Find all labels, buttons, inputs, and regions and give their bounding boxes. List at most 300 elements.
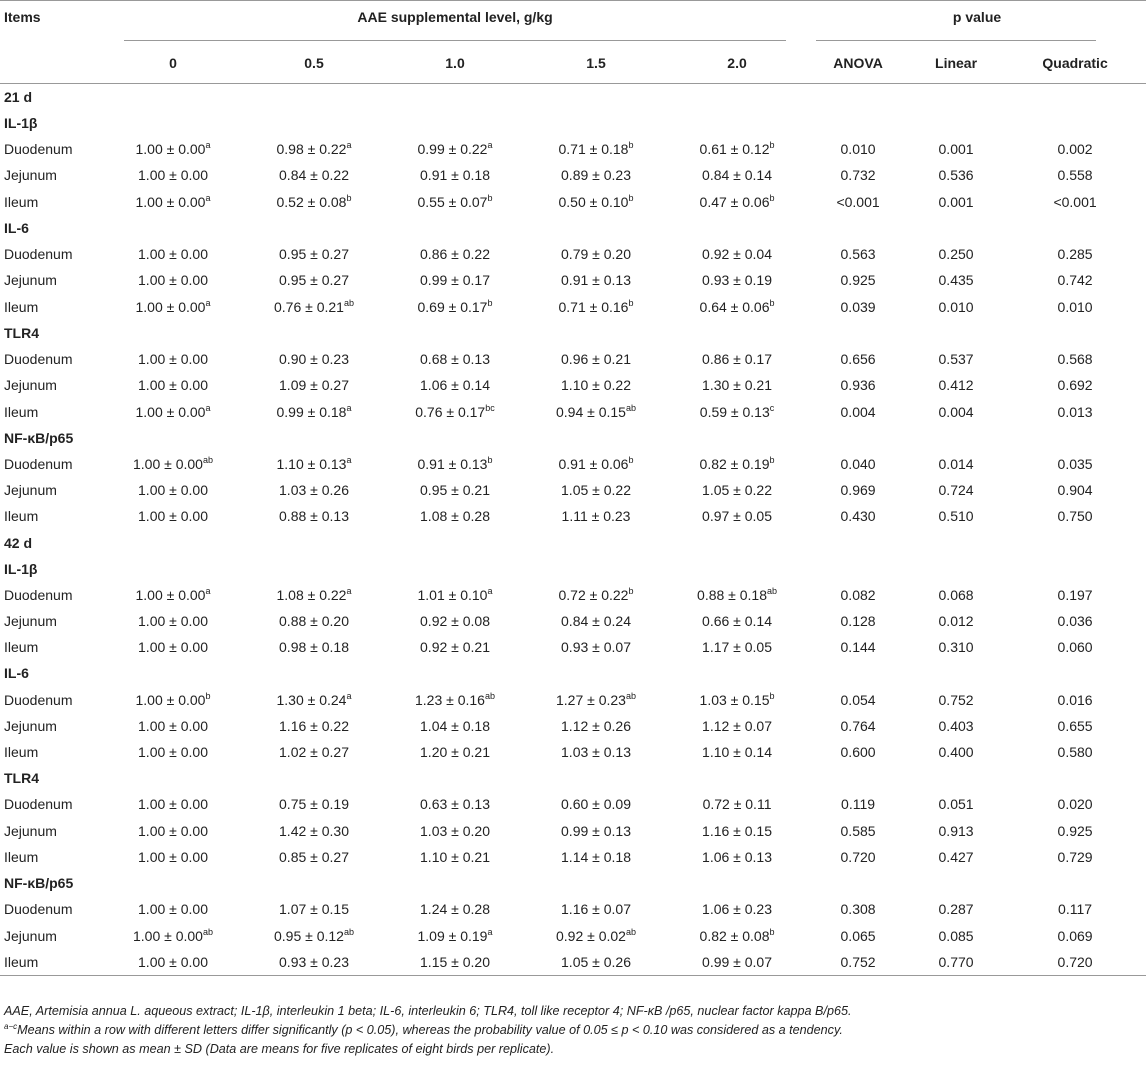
mean-sd: 1.17 ± 0.05	[702, 639, 772, 656]
significance-letter: b	[769, 192, 775, 203]
p-value-cell: 0.310	[938, 639, 974, 656]
mean-sd: 1.06 ± 0.23	[702, 901, 772, 918]
p-value-cell: 0.012	[938, 613, 974, 629]
column-header-row	[0, 43, 1146, 84]
tissue-label: Duodenum	[4, 901, 73, 918]
mean-sd: 1.08 ± 0.28	[420, 508, 490, 525]
significance-letter: a	[487, 585, 493, 596]
significance-letter: b	[769, 690, 775, 701]
p-value-cell: 0.752	[808, 949, 908, 976]
mean-sd: 1.00 ± 0.00	[138, 849, 208, 866]
group-label: IL-6	[4, 665, 29, 682]
linear-header: Linear	[908, 43, 1004, 84]
value-cell	[666, 713, 808, 739]
mean-sd: 1.00 ± 0.00	[138, 901, 208, 918]
mean-sd: 1.11 ± 0.23	[561, 508, 631, 525]
table-row	[0, 267, 1146, 293]
significance-letter: ab	[625, 402, 636, 413]
mean-sd: 1.03 ± 0.26	[279, 482, 349, 499]
p-value-cell: 0.016	[1057, 691, 1093, 708]
value-cell	[666, 241, 808, 267]
mean-sd: 0.93 ± 0.19	[702, 272, 772, 289]
value-cell	[384, 267, 526, 293]
p-value-cell: 0.051	[938, 796, 974, 813]
value-cell	[102, 608, 244, 634]
mean-sd: 1.15 ± 0.20	[420, 953, 490, 970]
value-cell	[102, 844, 244, 870]
value-cell	[384, 713, 526, 739]
p-value-cell: 0.568	[1057, 350, 1093, 367]
value-cell	[666, 949, 808, 976]
value-cell	[102, 267, 244, 293]
p-value-cell: 0.580	[1057, 744, 1093, 761]
value-cell	[666, 346, 808, 372]
items-header: Items	[0, 1, 102, 44]
significance-letter: b	[628, 192, 634, 203]
group-row	[0, 320, 1146, 346]
table-row	[0, 686, 1146, 712]
value-cell	[102, 372, 244, 398]
tissue-label: Jejunum	[4, 482, 57, 499]
p-value-cell: 0.040	[840, 455, 876, 472]
table-row	[0, 477, 1146, 503]
value-cell	[384, 451, 526, 477]
p-value-cell: 0.720	[1004, 949, 1146, 976]
p-value-cell: 0.010	[938, 298, 974, 315]
footnote-superscript: a−c	[4, 1022, 18, 1031]
value-cell	[666, 451, 808, 477]
value-cell	[384, 818, 526, 844]
value-cell	[666, 634, 808, 660]
value-cell	[526, 818, 666, 844]
table-row	[0, 136, 1146, 162]
p-value-cell: 0.750	[1057, 508, 1093, 525]
mean-sd: 1.01 ± 0.10	[417, 586, 488, 603]
mean-sd: 0.92 ± 0.21	[420, 639, 490, 656]
anova-header: ANOVA	[808, 43, 908, 84]
p-value-cell: 0.435	[938, 272, 974, 289]
value-cell	[384, 634, 526, 660]
p-value-cell: 0.400	[938, 744, 974, 761]
value-cell	[384, 372, 526, 398]
mean-sd: 0.88 ± 0.20	[279, 613, 349, 629]
level-1.5-header: 1.5	[526, 43, 666, 84]
p-value-cell: 0.770	[908, 949, 1004, 976]
mean-sd: 0.66 ± 0.14	[702, 613, 772, 629]
value-cell	[666, 896, 808, 922]
p-value-cell: 0.536	[938, 167, 974, 184]
level-2.0-header: 2.0	[666, 43, 808, 84]
mean-sd: 1.00 ± 0.00	[138, 482, 208, 499]
significance-letter: a	[346, 140, 352, 151]
table-row	[0, 818, 1146, 844]
p-value-cell: 0.001	[938, 193, 974, 210]
value-cell	[102, 451, 244, 477]
group-label: 42 d	[4, 534, 33, 551]
significance-letter: b	[628, 585, 634, 596]
p-value-cell: 0.287	[938, 901, 974, 918]
group-label: TLR4	[4, 324, 39, 341]
tissue-label: Duodenum	[4, 350, 73, 367]
p-value-cell: 0.308	[840, 901, 876, 918]
mean-sd: 1.27 ± 0.23	[556, 691, 626, 708]
p-value-cell: 0.039	[840, 298, 876, 315]
group-label: IL-1β	[4, 560, 38, 577]
value-cell	[102, 398, 244, 424]
value-cell	[244, 189, 384, 215]
group-label: NF-κB/p65	[4, 875, 74, 892]
value-cell	[666, 818, 808, 844]
p-value-cell: 0.403	[938, 717, 974, 734]
p-value-cell: 0.085	[938, 927, 974, 944]
mean-sd: 1.16 ± 0.15	[702, 822, 772, 839]
mean-sd: 1.00 ± 0.00	[133, 455, 203, 472]
tissue-label: Jejunum	[4, 272, 57, 289]
table-row	[0, 241, 1146, 267]
tissue-label: Ileum	[4, 849, 39, 866]
value-cell	[384, 844, 526, 870]
mean-sd: 1.10 ± 0.22	[561, 377, 631, 394]
mean-sd: 0.76 ± 0.17	[415, 403, 486, 420]
significance-letter: b	[346, 192, 352, 203]
value-cell	[384, 241, 526, 267]
tissue-label: Ileum	[4, 298, 39, 315]
significance-letter: a	[205, 192, 211, 203]
group-label: IL-1β	[4, 115, 38, 131]
p-value-cell: 0.430	[840, 508, 876, 525]
p-value-cell: 0.004	[840, 403, 876, 420]
mean-sd: 0.96 ± 0.21	[561, 350, 631, 367]
value-cell	[102, 582, 244, 608]
significance-letter: ab	[202, 454, 213, 465]
value-cell	[666, 608, 808, 634]
value-cell	[666, 923, 808, 949]
value-cell	[244, 503, 384, 529]
significance-letter: b	[769, 140, 775, 151]
p-value-cell: 0.010	[840, 141, 876, 158]
value-cell	[102, 189, 244, 215]
p-header-rule	[816, 40, 1096, 41]
value-cell	[102, 293, 244, 319]
value-cell	[526, 136, 666, 162]
value-cell	[384, 686, 526, 712]
value-cell	[666, 372, 808, 398]
value-cell	[666, 189, 808, 215]
level-1.0-header: 1.0	[384, 43, 526, 84]
value-cell	[666, 503, 808, 529]
mean-sd: 1.00 ± 0.00	[138, 613, 208, 629]
mean-sd: 0.60 ± 0.09	[561, 796, 631, 813]
p-value-cell: 0.144	[840, 639, 876, 656]
mean-sd: 1.00 ± 0.00	[133, 927, 203, 944]
value-cell	[102, 896, 244, 922]
mean-sd: 1.00 ± 0.00	[135, 403, 206, 420]
mean-sd: 0.91 ± 0.06	[558, 455, 629, 472]
table-row	[0, 713, 1146, 739]
p-value-cell: 0.412	[938, 377, 974, 394]
value-cell	[244, 451, 384, 477]
value-cell	[526, 791, 666, 817]
mean-sd: 1.00 ± 0.00	[138, 953, 208, 970]
value-cell	[384, 608, 526, 634]
mean-sd: 1.00 ± 0.00	[138, 639, 208, 656]
value-cell	[244, 608, 384, 634]
mean-sd: 0.92 ± 0.02	[556, 927, 626, 944]
value-cell	[244, 267, 384, 293]
mean-sd: 0.99 ± 0.22	[417, 141, 488, 158]
table-row	[0, 372, 1146, 398]
footnote-significance: $^{a-c}$Means within a row with different letters differ significantly (p < 0.05), whereas the probability value of 0.05 ≤ p < 0.10 was considered as a tendency.	[4, 1022, 843, 1037]
mean-sd: 0.69 ± 0.17	[417, 298, 488, 315]
p-value-cell: 0.060	[1057, 639, 1093, 656]
value-cell	[384, 477, 526, 503]
table-row	[0, 844, 1146, 870]
value-cell	[244, 844, 384, 870]
value-cell	[102, 162, 244, 188]
mean-sd: 1.00 ± 0.00	[138, 717, 208, 734]
supplemental-level-header: AAE supplemental level, g/kg	[102, 1, 808, 44]
mean-sd: 1.08 ± 0.22	[276, 586, 347, 603]
significance-letter: ab	[343, 926, 354, 937]
mean-sd: 1.03 ± 0.20	[420, 822, 490, 839]
significance-letter: b	[628, 140, 634, 151]
value-cell	[244, 923, 384, 949]
value-cell	[102, 477, 244, 503]
mean-sd: 0.98 ± 0.18	[279, 639, 349, 656]
mean-sd: 0.95 ± 0.27	[279, 246, 349, 263]
mean-sd: 1.00 ± 0.00	[135, 193, 206, 210]
footnote-values: Each value is shown as mean ± SD (Data are means for five replicates of eight birds per replicate).	[4, 1042, 555, 1056]
mean-sd: 0.82 ± 0.08	[699, 927, 770, 944]
tissue-label: Ileum	[4, 403, 39, 420]
p-value-cell: 0.913	[938, 822, 974, 839]
mean-sd: 0.59 ± 0.13	[699, 403, 770, 420]
mean-sd: 0.88 ± 0.18	[697, 586, 767, 603]
tissue-label: Duodenum	[4, 455, 73, 472]
value-cell	[244, 818, 384, 844]
p-value-cell: 0.013	[1057, 403, 1093, 420]
p-value-cell: 0.036	[1057, 613, 1093, 629]
value-cell	[666, 686, 808, 712]
mean-sd: 1.00 ± 0.00	[138, 272, 208, 289]
significance-letter: ab	[484, 690, 495, 701]
mean-sd: 0.97 ± 0.05	[702, 508, 772, 525]
group-label: 21 d	[4, 89, 33, 105]
value-cell	[526, 293, 666, 319]
significance-letter: ab	[343, 297, 354, 308]
mean-sd: 1.09 ± 0.27	[279, 377, 349, 394]
mean-sd: 1.03 ± 0.15	[699, 691, 770, 708]
value-cell	[384, 162, 526, 188]
value-cell	[102, 686, 244, 712]
table-row	[0, 791, 1146, 817]
mean-sd: 1.06 ± 0.14	[420, 377, 490, 394]
p-value-cell: 0.082	[840, 586, 876, 603]
value-cell	[384, 189, 526, 215]
value-cell	[384, 398, 526, 424]
level-0.5-header: 0.5	[244, 43, 384, 84]
mean-sd: 0.50 ± 0.10	[558, 193, 629, 210]
value-cell	[526, 372, 666, 398]
group-row	[0, 215, 1146, 241]
significance-letter: b	[487, 192, 493, 203]
value-cell	[384, 136, 526, 162]
value-cell	[526, 713, 666, 739]
mean-sd: 1.10 ± 0.13	[276, 455, 347, 472]
significance-letter: a	[205, 402, 211, 413]
significance-letter: a	[487, 926, 493, 937]
mean-sd: 0.79 ± 0.20	[561, 246, 631, 263]
mean-sd: 0.61 ± 0.12	[699, 141, 770, 158]
value-cell	[102, 791, 244, 817]
p-value-cell: 0.752	[938, 691, 974, 708]
footnote-abbreviations: AAE, Artemisia annua L. aqueous extract; IL-1β, interleukin 1 beta; IL-6, interleukin 6; TLR4, toll like receptor 4; NF-κB /p65, nuclear factor kappa B/p65.	[4, 1004, 852, 1018]
significance-letter: b	[769, 297, 775, 308]
significance-letter: b	[487, 297, 493, 308]
p-value-cell: 0.065	[840, 927, 876, 944]
value-cell	[244, 686, 384, 712]
mean-sd: 0.91 ± 0.13	[561, 272, 631, 289]
mean-sd: 1.00 ± 0.00	[138, 822, 208, 839]
mean-sd: 0.88 ± 0.13	[279, 508, 349, 525]
mean-sd: 1.10 ± 0.14	[702, 744, 772, 761]
table-body	[0, 84, 1146, 976]
mean-sd: 1.00 ± 0.00	[135, 586, 206, 603]
p-value-header: p value	[808, 1, 1146, 44]
table-row	[0, 582, 1146, 608]
value-cell	[102, 713, 244, 739]
value-cell	[526, 398, 666, 424]
mean-sd: 0.95 ± 0.21	[420, 482, 490, 499]
table-row	[0, 949, 1146, 976]
value-cell	[666, 136, 808, 162]
table-row	[0, 608, 1146, 634]
value-cell	[102, 739, 244, 765]
significance-letter: b	[628, 297, 634, 308]
table-row	[0, 923, 1146, 949]
mean-sd: 0.92 ± 0.08	[420, 613, 490, 629]
value-cell	[384, 949, 526, 976]
p-value-cell: 0.014	[938, 455, 974, 472]
mean-sd: 0.71 ± 0.18	[558, 141, 629, 158]
value-cell	[102, 241, 244, 267]
value-cell	[244, 162, 384, 188]
value-cell	[666, 267, 808, 293]
tissue-label: Jejunum	[4, 927, 57, 944]
value-cell	[244, 241, 384, 267]
p-value-cell: 0.600	[840, 744, 876, 761]
p-value-cell: 0.656	[840, 350, 876, 367]
value-cell	[244, 791, 384, 817]
value-cell	[666, 398, 808, 424]
mean-sd: 1.00 ± 0.00	[138, 246, 208, 263]
value-cell	[244, 896, 384, 922]
mean-sd: 1.06 ± 0.13	[702, 849, 772, 866]
group-row	[0, 556, 1146, 582]
value-cell	[666, 844, 808, 870]
mean-sd: 1.05 ± 0.22	[702, 482, 772, 499]
p-value-cell: 0.724	[938, 482, 974, 499]
mean-sd: 0.93 ± 0.23	[279, 953, 349, 970]
mean-sd: 1.00 ± 0.00	[135, 691, 206, 708]
mean-sd: 0.82 ± 0.19	[699, 455, 770, 472]
tissue-label: Jejunum	[4, 613, 57, 629]
significance-letter: b	[769, 454, 775, 465]
mean-sd: 0.76 ± 0.21	[274, 298, 344, 315]
mean-sd: 1.00 ± 0.00	[138, 744, 208, 761]
p-value-cell: <0.001	[1053, 193, 1097, 210]
tissue-label: Duodenum	[4, 246, 73, 263]
p-value-cell: 0.732	[840, 167, 876, 184]
mean-sd: 0.52 ± 0.08	[276, 193, 347, 210]
value-cell	[102, 923, 244, 949]
significance-letter: a	[346, 690, 352, 701]
significance-letter: b	[628, 454, 634, 465]
significance-letter: b	[487, 454, 493, 465]
p-value-cell: 0.197	[1057, 586, 1093, 603]
group-row	[0, 110, 1146, 136]
significance-letter: b	[769, 926, 775, 937]
significance-letter: c	[769, 402, 775, 413]
group-label: IL-6	[4, 219, 29, 236]
table-row	[0, 346, 1146, 372]
significance-letter: ab	[202, 926, 213, 937]
group-row	[0, 660, 1146, 686]
quadratic-header: Quadratic	[1004, 43, 1146, 84]
group-row	[0, 84, 1146, 111]
mean-sd: 0.75 ± 0.19	[279, 796, 349, 813]
value-cell	[244, 739, 384, 765]
value-cell	[384, 346, 526, 372]
mean-sd: 1.30 ± 0.21	[702, 377, 772, 394]
significance-letter: b	[205, 690, 211, 701]
mean-sd: 0.99 ± 0.17	[420, 272, 490, 289]
mean-sd: 0.94 ± 0.15	[556, 403, 626, 420]
significance-letter: ab	[625, 690, 636, 701]
value-cell	[666, 791, 808, 817]
mean-sd: 1.14 ± 0.18	[561, 849, 631, 866]
significance-letter: a	[346, 585, 352, 596]
tissue-label: Ileum	[4, 193, 39, 210]
value-cell	[384, 293, 526, 319]
table-footnotes	[4, 1002, 1142, 1059]
value-cell	[384, 739, 526, 765]
group-label: TLR4	[4, 770, 39, 787]
value-cell	[244, 293, 384, 319]
tissue-label: Ileum	[4, 744, 39, 761]
mean-sd: 1.24 ± 0.28	[420, 901, 490, 918]
tissue-label: Duodenum	[4, 691, 73, 708]
group-row	[0, 765, 1146, 791]
level-header-rule	[124, 40, 786, 41]
tissue-label: Jejunum	[4, 822, 57, 839]
p-value-cell: 0.002	[1057, 141, 1093, 158]
value-cell	[526, 923, 666, 949]
tissue-label: Duodenum	[4, 141, 73, 158]
value-cell	[526, 949, 666, 976]
value-cell	[244, 346, 384, 372]
value-cell	[384, 791, 526, 817]
value-cell	[244, 949, 384, 976]
value-cell	[244, 372, 384, 398]
mean-sd: 1.00 ± 0.00	[138, 377, 208, 394]
value-cell	[384, 923, 526, 949]
mean-sd: 1.30 ± 0.24	[276, 691, 347, 708]
mean-sd: 1.00 ± 0.00	[138, 350, 208, 367]
value-cell	[526, 739, 666, 765]
p-value-cell: 0.004	[938, 403, 974, 420]
p-value-cell: 0.720	[840, 849, 876, 866]
